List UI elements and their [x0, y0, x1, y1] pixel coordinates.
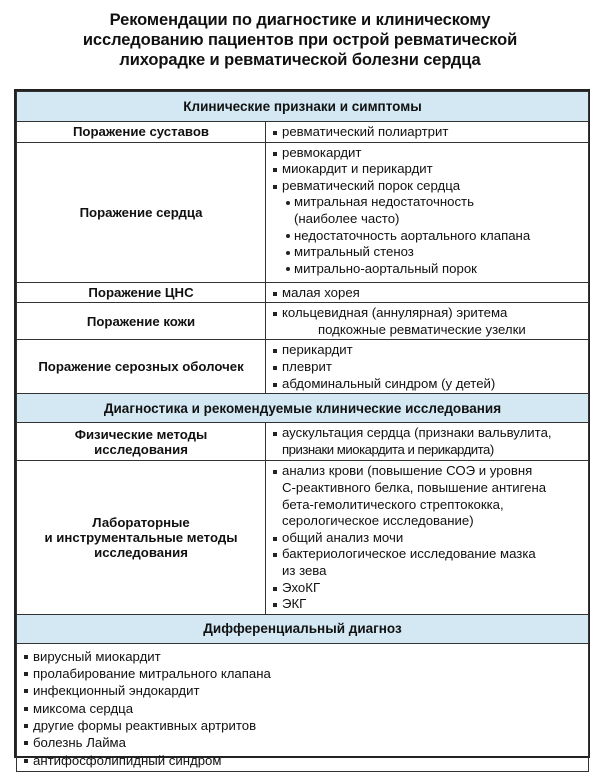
list-item: абдоминальный синдром (у детей): [272, 376, 584, 393]
section-header-differential: Дифференциальный диагноз: [17, 614, 589, 643]
row-value-joints: [266, 122, 589, 143]
list-item-continuation: из зева: [282, 562, 327, 578]
row-label-serous: Поражение серозных оболочек: [17, 340, 266, 394]
row-value-serous: [266, 340, 589, 394]
list-item: ревматический порок сердца: [272, 178, 584, 195]
list-item: вирусный миокардит: [23, 648, 584, 665]
row-label-cns: Поражение ЦНС: [17, 282, 266, 303]
list-item: анализ крови (повышение СОЭ и уровня: [272, 463, 584, 480]
sub-list-item-continuation: (наиболее часто): [294, 210, 400, 226]
list-item-continuation: С-реактивного белка, повышение антигена: [282, 479, 547, 495]
list-item: ревматический полиартрит: [272, 124, 584, 141]
list-item: ЭКГ: [272, 596, 584, 613]
list-item: аускультация сердца (признаки вальвулита,: [272, 425, 584, 442]
list-item: инфекционный эндокардит: [23, 682, 584, 699]
row-label-lab: Лабораторные и инструментальные методы исследования: [17, 461, 266, 614]
list-item: бактериологическое исследование мазка: [272, 546, 584, 563]
list-item: подкожные ревматические узелки: [318, 321, 526, 337]
sub-list-item: митрально-аортальный порок: [272, 261, 584, 278]
recommendations-table: [16, 91, 589, 772]
list-item-continuation: признаки миокардита и перикардита): [282, 441, 494, 457]
list-item: пролабирование митрального клапана: [23, 665, 584, 682]
list-item: другие формы реактивных артритов: [23, 717, 584, 734]
list-item: плеврит: [272, 359, 584, 376]
row-value-heart: [266, 142, 589, 282]
row-label-heart: Поражение сердца: [17, 142, 266, 282]
section-header-diagnostics: Диагностика и рекомендуемые клинические исследования: [17, 394, 589, 423]
list-item: кольцевидная (аннулярная) эритема: [272, 305, 584, 322]
row-label-joints: Поражение суставов: [17, 122, 266, 143]
sub-list-item: митральный стеноз: [272, 244, 584, 261]
list-item-continuation: серологическое исследование): [282, 513, 474, 529]
sub-list-item: митральная недостаточность: [272, 194, 584, 211]
list-item: миксома сердца: [23, 700, 584, 717]
list-item: перикардит: [272, 342, 584, 359]
row-value-lab: [266, 461, 589, 614]
list-item: малая хорея: [272, 285, 584, 302]
section-header-clinical: Клинические признаки и симптомы: [17, 92, 589, 122]
row-value-cns: [266, 282, 589, 303]
row-value-physical: [266, 423, 589, 461]
differential-list: [17, 643, 589, 771]
title-line-1: Рекомендации по диагностике и клиническому: [109, 11, 491, 29]
sub-list-item: недостаточность аортального клапана: [272, 228, 584, 245]
list-item: общий анализ мочи: [272, 530, 584, 547]
row-value-skin: [266, 303, 589, 340]
list-item: ЭхоКГ: [272, 580, 584, 597]
list-item-continuation: бета-гемолитического стрептококка,: [282, 496, 504, 512]
list-item: антифосфолипидный синдром: [23, 752, 584, 769]
row-label-skin: Поражение кожи: [17, 303, 266, 340]
title-line-2: исследованию пациентов при острой ревматической: [82, 31, 518, 49]
title-line-3: лихорадке и ревматической болезни сердца: [119, 51, 481, 69]
list-item: ревмокардит: [272, 145, 584, 162]
document-title: [0, 10, 600, 70]
list-item: болезнь Лайма: [23, 734, 584, 751]
row-label-physical: Физические методы исследования: [17, 423, 266, 461]
list-item: миокардит и перикардит: [272, 161, 584, 178]
